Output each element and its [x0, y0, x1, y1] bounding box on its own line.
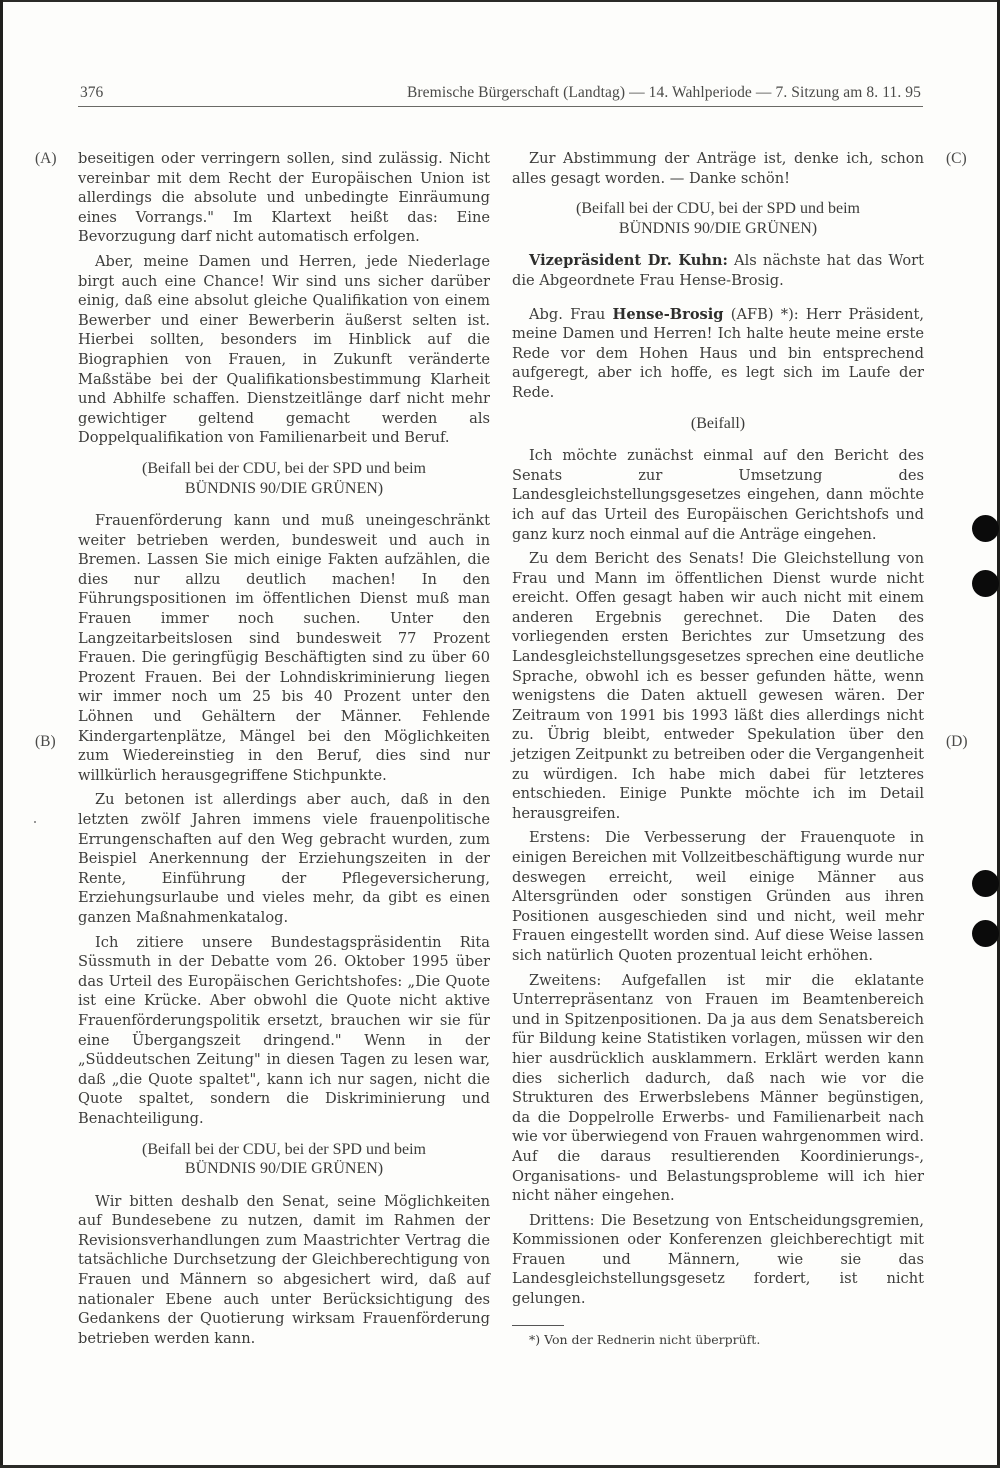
paragraph: Drittens: Die Besetzung von Entscheidungsgremien, Kommissionen oder Konferenzen gleichberechtigt mit Frauen und Männern, wie sie das Landesgleichstellungsgesetz fordert, ist nicht gelungen.: [512, 1211, 924, 1308]
paragraph: Ich möchte zunächst einmal auf den Bericht des Senats zur Umsetzung des Landesgleichstellungsgesetzes eingehen, dann möchte ich auf das Urteil des Europäischen Gerichtshofs und ganz kurz noch einmal auf die Anträge eingehen.: [512, 447, 924, 543]
paragraph: Zweitens: Aufgefallen ist mir die eklatante Unterrepräsentanz von Frauen im Beamtenbereich und in Spitzenpositionen. Da ja aus dem Senatsbereich für Bildung keine Statistiken vorlagen, müssen wir den hier ausdrücklich ausklammern. Erklärt werden kann dies sicherlich dadurch, daß nach wie vor die Strukturen des Erwerbslebens Männer begünstigen, da die Doppelrolle Erwerbs- und Familienarbeit nach wie vor überwiegend von Frauen wahrgenommen wird. Auf die daraus resultierenden Koordinierungs-, Organisations- und Belastungsprobleme will ich hier nicht näher eingehen.: [512, 971, 924, 1205]
running-header: [78, 84, 923, 107]
speaker-name: Vizepräsident Dr. Kuhn:: [529, 252, 728, 270]
speaker-paragraph: [512, 305, 924, 403]
punch-hole-icon: [972, 870, 999, 897]
paragraph: Zu betonen ist allerdings aber auch, daß in den letzten zwölf Jahren immens viele frauenpolitische Errungenschaften auf den Weg gebracht wurden, zum Beispiel Anerkennung der Erziehungszeiten in der Rente, Einführung der Pflegeversicherung, Erziehungsurlaube und vieles mehr, da gibt es einen ganzen Maßnahmenkatalog.: [78, 791, 490, 926]
scan-border-left: [0, 0, 3, 1468]
speaker-prefix: Abg. Frau: [529, 305, 613, 323]
applause-line: (Beifall bei der CDU, bei der SPD und beim: [142, 459, 426, 477]
paragraph: beseitigen oder verringern sollen, sind zulässig. Nicht vereinbar mit dem Recht der Europäischen Union ist allerdings die absolute und unbedingte Einräumung eines Vorrangs." Im Klartext heißt das: Eine Bevorzugung darf nicht automatisch erfolgen.: [78, 150, 490, 246]
margin-mark-c: (C): [946, 150, 967, 167]
scan-border-top: [0, 0, 1000, 2]
footnote: *) Von der Rednerin nicht überprüft.: [529, 1331, 761, 1347]
paragraph: Wir bitten deshalb den Senat, seine Möglichkeiten auf Bundesebene zu nutzen, damit im Rahmen der Revisionsverhandlungen zum Maastrichter Vertrag die tatsächliche Durchsetzung der Gleichberechtigung von Frauen und Männern so abgesichert wird, daß auf nationaler Ebene auch unter Berücksichtigung des Gedankens der Quotierung wirksam Frauenförderung betrieben werden kann.: [78, 1192, 490, 1347]
punch-hole-icon: [972, 920, 999, 947]
speaker-text: Als nächste hat das Wort die Abgeordnete Frau Hense-Brosig.: [512, 252, 924, 289]
speaker-text: (AFB) *): Herr Präsident, meine Damen und Herren! Ich halte heute meine erste Rede vor dem Hohen Haus und bin entsprechend aufgeregt, aber ich hoffe, es legt sich im Laufe der Rede.: [512, 305, 925, 401]
speaker-paragraph: [512, 251, 924, 290]
applause-line: (Beifall bei der CDU, bei der SPD und beim: [142, 1140, 426, 1158]
left-column: [78, 149, 490, 1353]
applause-note: [78, 1140, 490, 1179]
header-title: Bremische Bürgerschaft (Landtag) — 14. Wahlperiode — 7. Sitzung am 8. 11. 95: [406, 84, 921, 101]
paragraph: Erstens: Die Verbesserung der Frauenquote in einigen Bereichen mit Vollzeitbeschäftigung wurde nur deswegen erreicht, weil einige Männer aus Altersgründen oder sonstigen Gründen aus ihren Positionen ausgeschieden sind und nicht, weil mehr Frauen eingestellt worden sind. Auf diese Weise lassen sich natürlich Quoten prozentual leicht erhöhen.: [512, 829, 924, 964]
applause-note: [512, 199, 924, 238]
margin-mark-a: (A): [35, 150, 57, 167]
speaker-name: Hense-Brosig: [612, 305, 724, 323]
paragraph: Zur Abstimmung der Anträge ist, denke ich, schon alles gesagt worden. — Danke schön!: [512, 150, 924, 187]
applause-note: [78, 459, 490, 498]
punch-hole-icon: [972, 515, 999, 542]
paragraph: Aber, meine Damen und Herren, jede Niederlage birgt auch eine Chance! Wir sind uns sicher darüber einig, daß eine absolut gleiche Qualifikation von einem Bewerber und einer Bewerberin äußerst selten ist. Hierbei sollten, besonders im Hinblick auf die Biographien von Frauen, in Zukunft veränderte Maßstäbe bei der Qualifikationsbestimmung Klarheit und Abhilfe schaffen. Dienstzeitlänge darf nicht mehr gewichtiger geltend gemacht werden als Doppelqualifikation von Familienarbeit und Beruf.: [78, 252, 490, 447]
applause-line: (Beifall bei der CDU, bei der SPD und beim: [576, 200, 860, 218]
page-number: 376: [80, 84, 104, 101]
margin-mark-d: (D): [946, 733, 968, 750]
paragraph: Ich zitiere unsere Bundestagspräsidentin Rita Süssmuth in der Debatte vom 26. Oktober 1995 über das Urteil des Europäischen Gerichtshofes: „Die Quote ist eine Krücke. Aber obwohl die Quote nicht aktive Frauenförderungspolitik ersetzt, brauchen wir sie für eine Übergangszeit dringend." Wenn in der „Süddeutschen Zeitung" in diesen Tagen zu lesen war, daß „die Quote spaltet", kann ich nur sagen, nicht die Quote spaltet, sondern die Diskriminierung und Benachteiligung.: [78, 933, 490, 1127]
scan-speck: [34, 821, 36, 823]
paragraph: Frauenförderung kann und muß uneingeschränkt weiter betrieben werden, bundesweit und auch in Bremen. Lassen Sie mich einige Fakten aufzählen, die dies nur allzu deutlich machen! In den Führungspositionen im öffentlichen Dienst muß man Frauen immer noch suchen. Unter den Langzeitarbeitslosen sind bundesweit 77 Prozent Frauen. Die geringfügig Beschäftigten sind zu über 60 Prozent Frauen. Bei der Lohndiskriminierung liegen wir immer noch um 25 bis 40 Prozent unter den Löhnen und Gehältern der Männer. Fehlende Kindergartenplätze, Mängel bei den Möglichkeiten zum Wiedereinstieg in den Beruf, dies sind nur willkürlich herausgegriffene Stichpunkte.: [78, 512, 490, 784]
footnote-divider: [512, 1325, 564, 1326]
applause-line: BÜNDNIS 90/DIE GRÜNEN): [184, 1160, 384, 1178]
right-column: [512, 149, 924, 1353]
paragraph: Zu dem Bericht des Senats! Die Gleichstellung von Frau und Mann im öffentlichen Dienst wurde nicht ereicht. Offen gesagt haben wir auch nicht mit einem anderen Ergebnis gerechnet. Die Daten des vorliegenden ersten Berichtes zur Umsetzung des Landesgleichstellungsgesetzes sprechen eine deutliche Sprache, obwohl ich es besser gefunden hätte, wenn wenigstens die Daten aktuell gewesen wären. Der Zeitraum von 1991 bis 1993 läßt dies allerdings nicht zu. Übrig bleibt, entweder Spekulation über den jetzigen Zeitpunkt zu betreiben oder die Vergangenheit zu würdigen. Ich habe mich dabei für letzteres entschieden. Einige Punkte möchte ich im Detail herausgreifen.: [512, 550, 924, 822]
punch-hole-icon: [972, 570, 999, 597]
margin-mark-b: (B): [35, 733, 56, 750]
applause-line: BÜNDNIS 90/DIE GRÜNEN): [618, 219, 818, 237]
applause-line: BÜNDNIS 90/DIE GRÜNEN): [184, 479, 384, 497]
applause-note: (Beifall): [690, 414, 746, 432]
